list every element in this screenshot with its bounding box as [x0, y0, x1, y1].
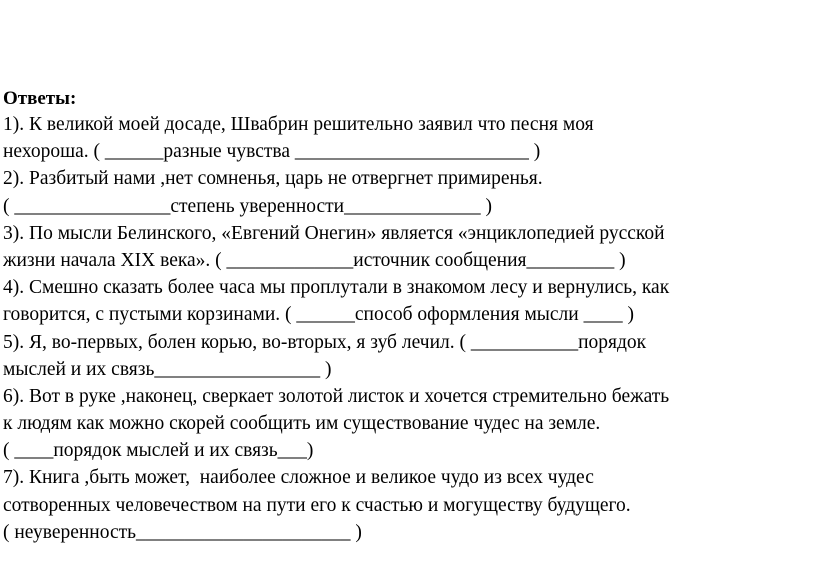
answer-1-line-1: 1). К великой моей досаде, Швабрин решительно заявил что песня моя — [3, 114, 594, 135]
answer-6-line-1: 6). Вот в руке ,наконец, сверкает золотой листок и хочется стремительно бежать — [3, 385, 670, 407]
answer-6-line-3: ( ____порядок мыслей и их связь___) — [3, 440, 314, 462]
answers-text — [3, 111, 816, 546]
answer-3-line-1: 3). По мысли Белинского, «Евгений Онегин» является «энциклопедией русской — [3, 222, 665, 244]
answer-4-line-2: говорится, с пустыми корзинами. ( ______способ оформления мысли ____ ) — [3, 304, 634, 326]
answer-7-line-1: 7). Книга ,быть может, наиболее сложное и великое чудо из всех чудес — [3, 467, 594, 489]
answer-6-line-2: к людям как можно скорей сообщить им существование чудес на земле. — [3, 413, 601, 435]
answer-1-line-2: нехороша. ( ______разные чувства ________________________ ) — [3, 141, 541, 163]
answer-2-line-1: 2). Разбитый нами ,нет сомненья, царь не отвергнет примиренья. — [3, 168, 543, 190]
answer-5-line-1: 5). Я, во-первых, болен корью, во-вторых, я зуб лечил. ( ___________порядок — [3, 331, 647, 353]
answers-heading: Ответы: — [3, 88, 77, 109]
answer-7-line-3: ( неуверенность______________________ ) — [3, 521, 362, 543]
answer-2-line-2: ( ________________степень уверенности______________ ) — [3, 195, 492, 217]
answer-7-line-2: сотворенных человечеством на пути его к счастью и могуществу будущего. — [3, 494, 631, 516]
answer-5-line-2: мыслей и их связь_________________ ) — [3, 358, 332, 380]
answer-4-line-1: 4). Смешно сказать более часа мы проплутали в знакомом лесу и вернулись, как — [3, 277, 670, 299]
answer-3-line-2: жизни начала XIX века». ( _____________источник сообщения_________ ) — [3, 249, 626, 271]
